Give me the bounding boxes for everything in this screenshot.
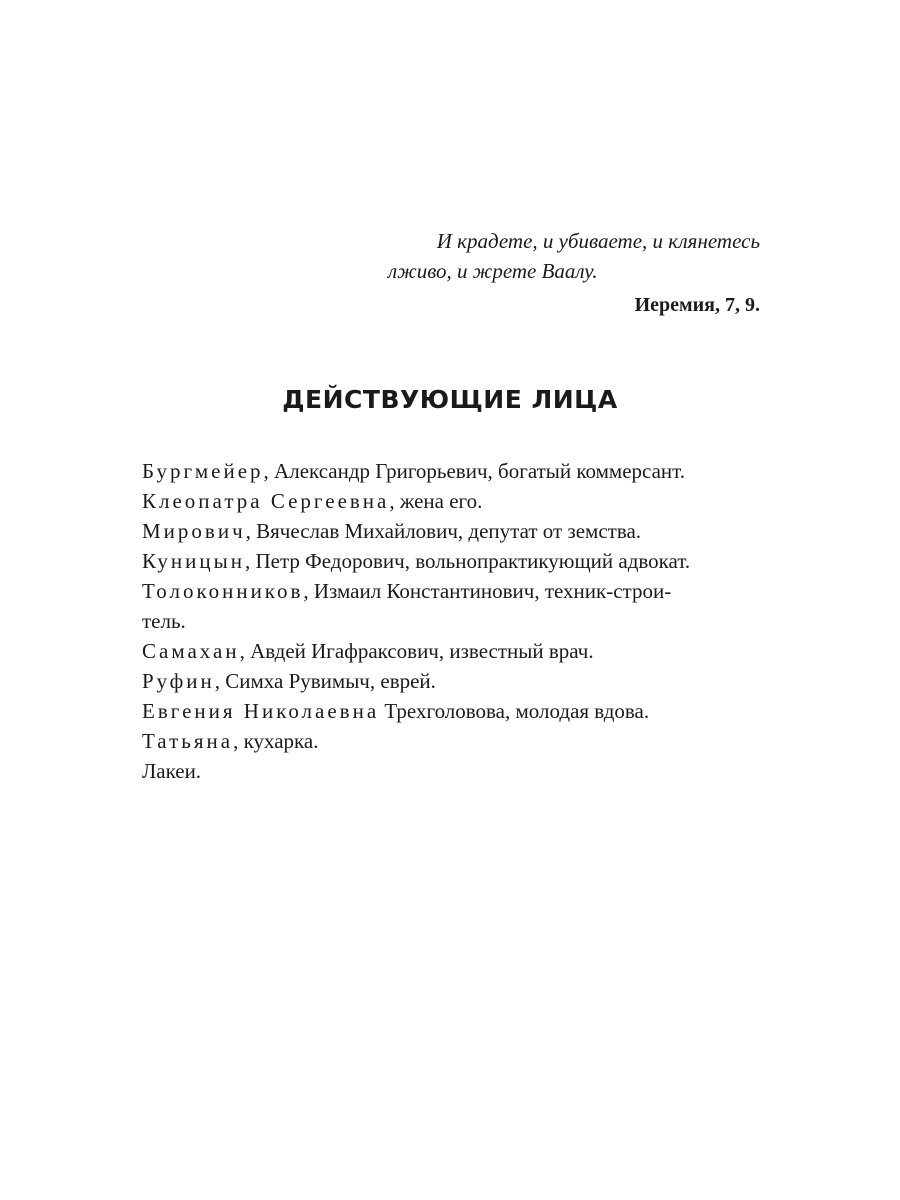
cast-description: , Петр Федорович, вольнопрактикующий адвокат. xyxy=(245,549,691,573)
cast-description: , Авдей Игафраксович, известный врач. xyxy=(239,639,594,663)
cast-name: Клеопатра Сергеевна xyxy=(142,489,390,513)
cast-name: Самахан xyxy=(142,639,240,663)
cast-item xyxy=(142,486,762,516)
cast-name: Бургмейер xyxy=(142,459,264,483)
epigraph-line: лживо, и жрете Ваалу. xyxy=(388,259,598,283)
cast-description: , Измаил Константинович, техник-строи- xyxy=(303,579,672,603)
cast-description: Лакеи. xyxy=(142,759,202,783)
cast-name: Руфин xyxy=(142,669,215,693)
cast-name: Куницын xyxy=(142,549,245,573)
cast-description: , Вячеслав Михайлович, депутат от земства. xyxy=(245,519,642,543)
cast-item xyxy=(142,756,762,786)
cast-item-continuation xyxy=(142,606,762,636)
cast-item xyxy=(142,726,762,756)
cast-name: Мирович xyxy=(142,519,246,543)
epigraph-source: Иеремия, 7, 9. xyxy=(634,294,760,316)
epigraph xyxy=(380,226,760,320)
page-title: ДЕЙСТВУЮЩИЕ ЛИЦА xyxy=(282,385,618,414)
cast-item xyxy=(142,456,762,486)
cast-item xyxy=(142,666,762,696)
cast-item xyxy=(142,516,762,546)
cast-description: , кухарка. xyxy=(233,729,319,753)
cast-name: Толоконников xyxy=(142,579,304,603)
cast-name: Евгения Николаевна xyxy=(142,699,380,723)
cast-list xyxy=(142,456,762,786)
cast-item xyxy=(142,636,762,666)
cast-item xyxy=(142,546,762,576)
cast-description: , жена его. xyxy=(389,489,483,513)
cast-name: Татьяна xyxy=(142,729,234,753)
cast-description: , Симха Рувимыч, еврей. xyxy=(214,669,436,693)
cast-item xyxy=(142,576,762,606)
cast-description: , Александр Григорьевич, богатый коммерсант. xyxy=(263,459,685,483)
cast-description: Трехголовова, молодая вдова. xyxy=(379,699,650,723)
epigraph-line: И крадете, и убиваете, и клянетесь xyxy=(436,229,760,253)
cast-item xyxy=(142,696,762,726)
cast-description: тель. xyxy=(142,609,186,633)
